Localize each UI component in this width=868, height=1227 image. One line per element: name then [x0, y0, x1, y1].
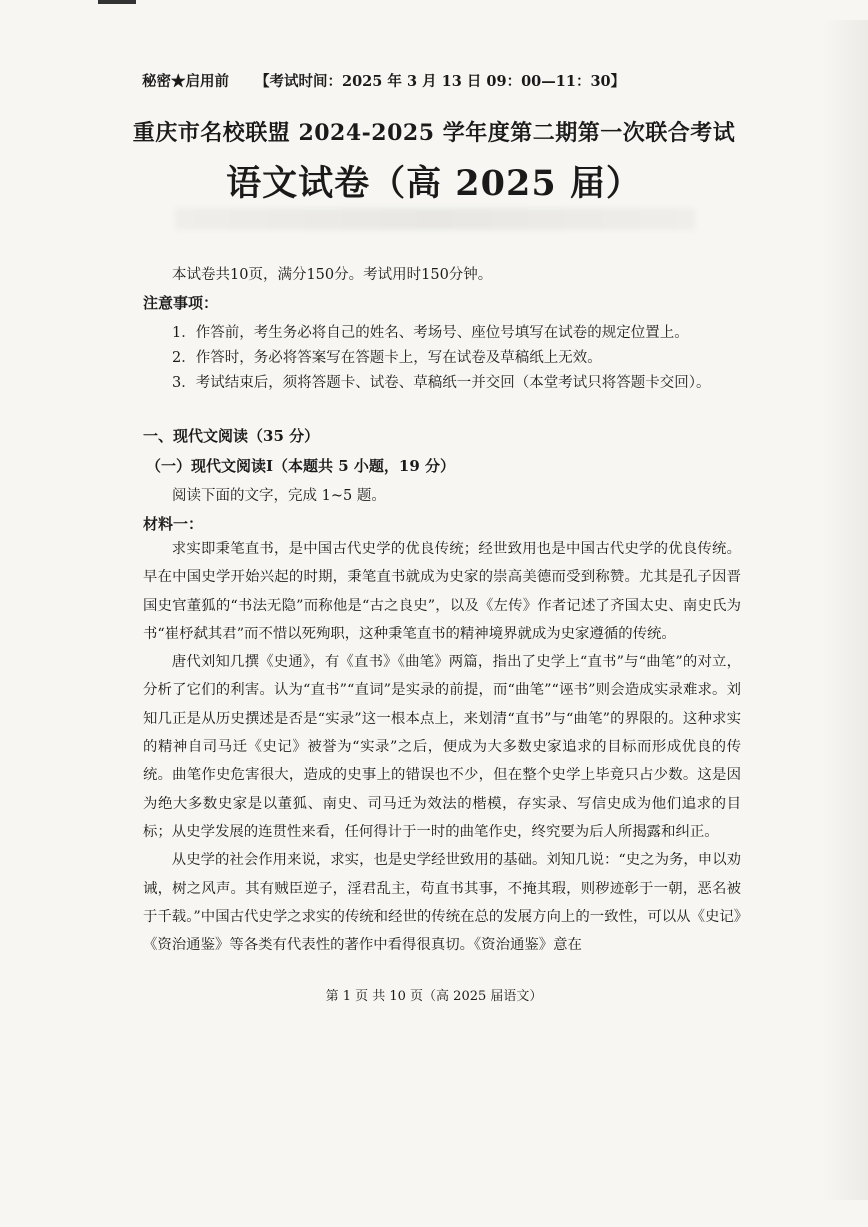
notice-title: 注意事项：	[143, 294, 219, 312]
exam-title: 重庆市名校联盟 2024-2025 学年度第二期第一次联合考试	[132, 120, 736, 146]
secret-label: 秘密★启用前	[142, 73, 229, 90]
section-title: 一、现代文阅读（35 分）	[143, 427, 320, 445]
paragraph: 唐代刘知几撰《史通》，有《直书》《曲笔》两篇，指出了史学上“直书”与“曲笔”的对立，分析了它们的利害。认为“直书”“直词”是实录的前提，而“曲笔”“诬书”则会造成实录难求。刘知几正是从历史撰述是否是“实录”这一根本点上，来划清“直书”与“曲笔”的界限的。这种求实的精神自司马迁《史记》被誉为“实录”之后，便成为大多数史家追求的目标而形成优良的传统。曲笔作史危害很大，造成的史事上的错误也不少，但在整个史学上毕竟只占少数。这是因为绝大多数史家是以董狐、南史、司马迁为效法的楷模，存实录、写信史成为他们追求的目标；从史学发展的连贯性来看，任何得计于一时的曲笔作史，终究要为后人所揭露和纠正。	[143, 654, 741, 840]
bleed-through-shadow	[175, 208, 695, 230]
paper-title: 语文试卷（高 2025 届）	[226, 163, 642, 204]
notice-item: 1．作答前，考生务必将自己的姓名、考场号、座位号填写在试卷的规定位置上。	[172, 325, 689, 341]
page-footer: 第 1 页 共 10 页（高 2025 届语文）	[325, 989, 543, 1004]
paper-intro: 本试卷共10页，满分150分。考试用时150分钟。	[172, 267, 493, 283]
paragraph: 从史学的社会作用来说，求实，也是史学经世致用的基础。刘知几说：“史之为务，申以劝诫，树之风声。其有贼臣逆子，淫君乱主，苟直书其事，不掩其瑕，则秽迹彰于一朝，恶名被于千载。”中国古代史学之求实的传统和经世的传统在总的发展方向上的一致性，可以从《史记》《资治通鉴》等各类有代表性的著作中看得很真切。《资治通鉴》意在	[143, 852, 741, 954]
notice-item: 2．作答时，务必将答案写在答题卡上，写在试卷及草稿纸上无效。	[172, 350, 602, 366]
subsection-title: （一）现代文阅读Ⅰ（本题共 5 小题，19 分）	[146, 457, 455, 475]
material-body	[143, 535, 741, 959]
notice-item: 3．考试结束后，须将答题卡、试卷、草稿纸一并交回（本堂考试只将答题卡交回）。	[172, 375, 711, 391]
exam-header	[142, 70, 651, 91]
material-title: 材料一：	[143, 515, 204, 533]
scan-edge-mark	[98, 0, 136, 4]
reading-instruction: 阅读下面的文字，完成 1~5 题。	[172, 488, 386, 504]
paragraph: 求实即秉笔直书，是中国古代史学的优良传统；经世致用也是中国古代史学的优良传统。早在中国史学开始兴起的时期，秉笔直书就成为史家的崇高美德而受到称赞。尤其是孔子因晋国史官董狐的“书法无隐”而称他是“古之良史”，以及《左传》作者记述了齐国太史、南史氏为书“崔杼弑其君”而不惜以死殉职，这种秉笔直书的精神境界就成为史家遵循的传统。	[143, 541, 741, 642]
exam-time: 【考试时间：2025 年 3 月 13 日 09：00—11：30】	[255, 73, 626, 90]
